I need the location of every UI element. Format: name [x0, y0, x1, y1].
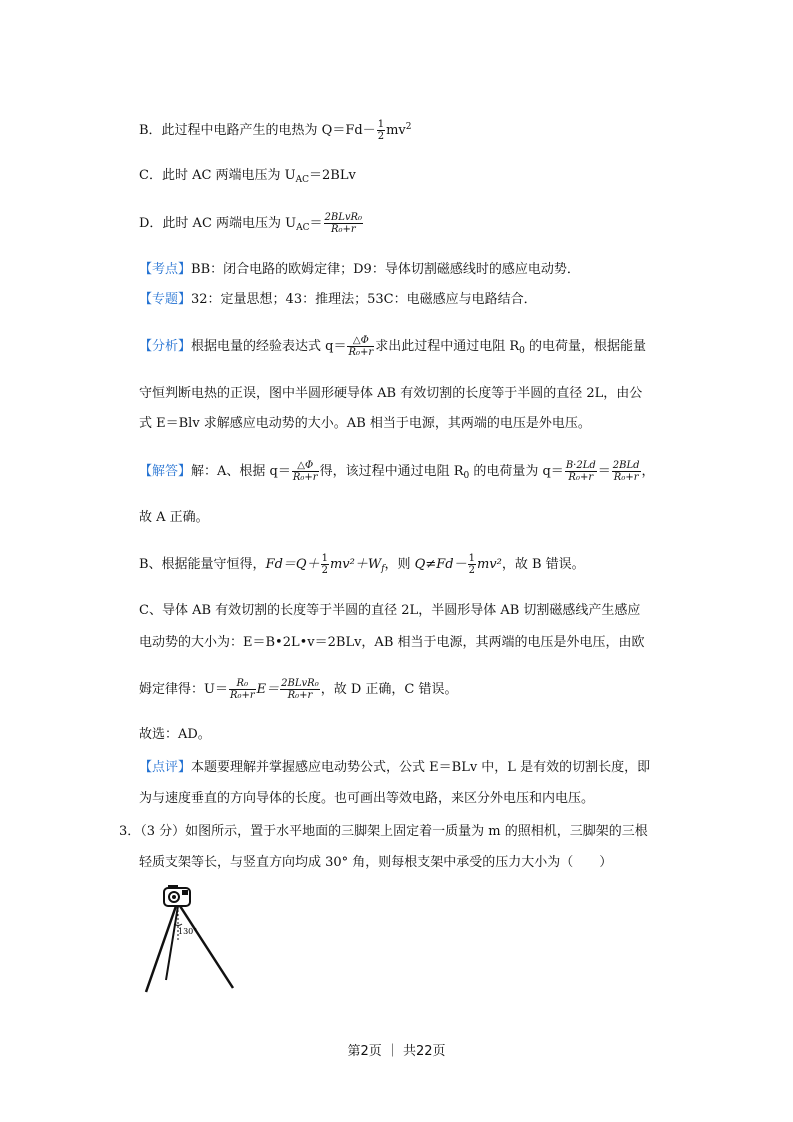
page-footer: 第2页 ｜ 共22页 — [347, 1044, 446, 1059]
jieda-line-2: 故 A 正确。 — [139, 510, 209, 525]
answer: 故选：AD。 — [139, 727, 211, 742]
option-b-text: B．此过程中电路产生的电热为 Q＝Fd－ — [139, 123, 376, 138]
fraction: $\frac{1}{2}$ — [377, 119, 385, 142]
jieda-b: B、根据能量守恒得，Fd＝Q＋ $\frac{1}{2}$ $mv^2+W_f$，则 Q≠Fd－ $\frac{1}{2}$ mv²，故 B 错误。 — [139, 553, 585, 576]
fenxi-line-1: 【分析】根据电量的经验表达式 q＝ $\frac{\triangle\Phi}{\text{R₀+r}}$ 求出此过程中通过电阻 $R_0$ 的电荷量，根据能量 — [139, 335, 646, 358]
dianping-line-2: 为与速度垂直的方向导体的长度。也可画出等效电路，来区分外电压和内电压。 — [139, 791, 595, 806]
jieda-c-line-1: C、导体 AB 有效切割的长度等于半圆的直径 2L，半圆形导体 AB 切割磁感线产生感应 — [139, 603, 641, 618]
option-c: C．此时 AC 两端电压为 $U_{AC}=2BLv$ — [139, 168, 356, 185]
kaodian-section: 【考点】BB：闭合电路的欧姆定律；D9：导体切割磁感线时的感应电动势． — [139, 262, 580, 277]
kaodian-tag: 【考点】 — [139, 262, 192, 277]
question-3-line-1: 3．（3 分）如图所示，置于水平地面的三脚架上固定着一质量为 m 的照相机，三脚架的三根 — [119, 824, 648, 839]
question-3-line-2: 轻质支架等长，与竖直方向均成 30° 角，则每根支架中承受的压力大小为（ ） — [139, 855, 613, 870]
fenxi-line-2: 守恒判断电热的正误，图中半圆形硬导体 AB 有效切割的长度等于半圆的直径 2L，由公 — [139, 386, 643, 401]
zhuanti-section: 【专题】32：定量思想；43：推理法；53C：电磁感应与电路结合． — [139, 292, 537, 307]
camera-icon — [164, 885, 190, 906]
fenxi-tag: 【分析】 — [139, 339, 192, 354]
tripod-camera-figure — [138, 880, 238, 995]
fraction: $\frac{\text{2BLvR₀}}{\text{R₀+r}}$ — [324, 212, 363, 235]
jieda-c-line-2: 电动势的大小为：E＝B•2L•v＝2BLv，AB 相当于电源，其两端的电压是外电压，由欧 — [139, 635, 645, 650]
jieda-line-1: 【解答】解：A、根据 q＝ $\frac{\triangle\Phi}{\text{R₀+r}}$ 得，该过程中通过电阻 $R_0$ 的电荷量为 q＝ $\frac{B\cdot 2Ld}{\text{R₀+r}}$ ＝ $\frac{\text{2BLd}}{\text{R₀+r}}$ ， — [139, 460, 655, 483]
fraction: $\frac{\triangle\Phi}{\text{R₀+r}}$ — [348, 335, 374, 358]
dianping-line-1: 【点评】本题要理解并掌握感应电动势公式，公式 E＝BLv 中，L 是有效的切割长度，即 — [139, 760, 651, 775]
zhuanti-tag: 【专题】 — [139, 292, 192, 307]
dianping-tag: 【点评】 — [139, 760, 192, 775]
jieda-c-line-3: 姆定律得：U＝ $\frac{\text{R₀}}{\text{R₀+r}}$ E＝ $\frac{\text{2BLvR₀}}{\text{R₀+r}}$ ，故 D 正确，C 错误。 — [139, 678, 458, 701]
angle-label: 130° — [178, 927, 198, 936]
option-d: D．此时 AC 两端电压为 $U_{AC}=$ $\frac{\text{2BLvR₀}}{\text{R₀+r}}$ — [139, 212, 363, 235]
jieda-tag: 【解答】 — [139, 464, 192, 479]
fenxi-line-3: 式 E＝Blv 求解感应电动势的大小。AB 相当于电源，其两端的电压是外电压。 — [139, 416, 591, 431]
option-b: B．此过程中电路产生的电热为 Q＝Fd－ $\frac{1}{2}$ $mv^2$ — [139, 119, 412, 142]
